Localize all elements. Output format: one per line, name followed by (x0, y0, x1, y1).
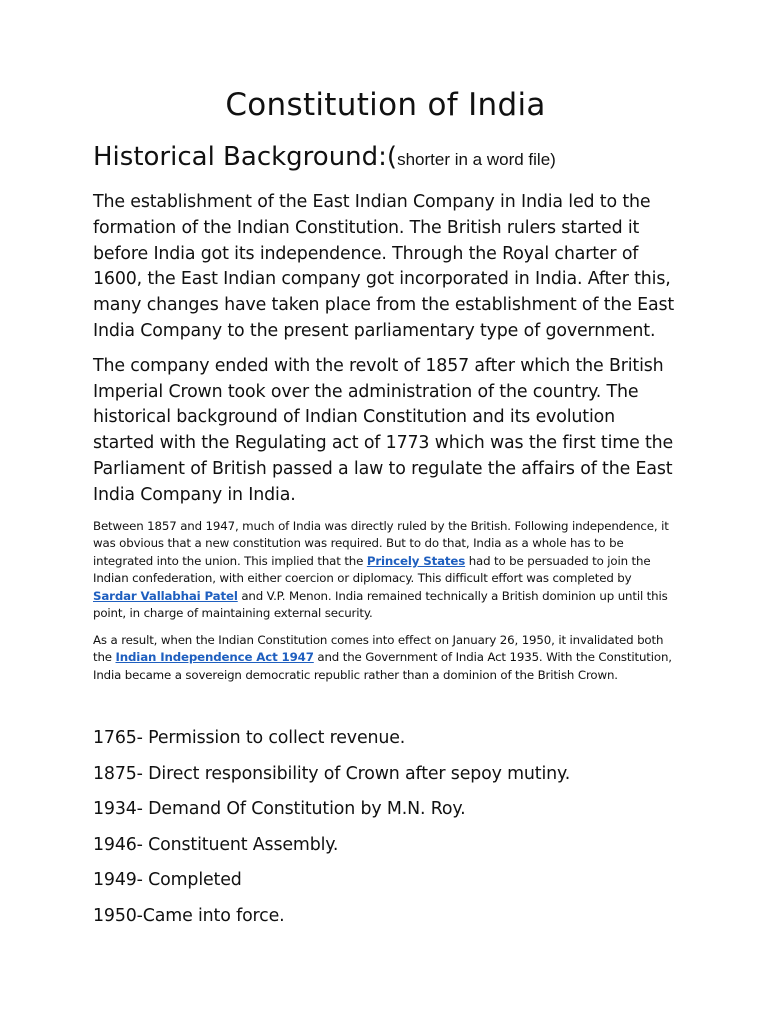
timeline-item: 1875- Direct responsibility of Crown after sepoy mutiny. (93, 763, 571, 784)
section-heading (93, 140, 678, 178)
paragraph-establishment: The establishment of the East Indian Company in India led to the formation of the Indian Constitution. The British rulers started it before India got its independence. Through the Royal charter of 1600, the East Indian company got incorporated in India. After this, many changes have taken place from the establishment of the East India Company to the present parliamentary type of government. (93, 192, 675, 341)
sardar-patel-link[interactable]: Sardar Vallabhai Patel (93, 588, 238, 603)
independence-act-link[interactable]: Indian Independence Act 1947 (115, 650, 314, 665)
section-heading-main: Historical Background:( (93, 142, 398, 172)
document-page (93, 84, 678, 939)
section-heading-note: shorter in a word file) (397, 150, 556, 169)
timeline-list (93, 726, 678, 928)
paragraph-text: had to be persuaded to join the Indian confederation, with either coercion or diplomacy. This difficult effort was completed by (93, 553, 651, 586)
paragraph-text: and V.P. Menon. India remained technically a British dominion up until this point, in charge of maintaining external security. (93, 588, 668, 621)
timeline-item: 1946- Constituent Assembly. (93, 834, 339, 855)
document-title: Constitution of India (225, 87, 546, 123)
paragraph-revolt: The company ended with the revolt of 1857 after which the British Imperial Crown took over the administration of the country. The historical background of Indian Constitution and its evolution started with the Regulating act of 1773 which was the first time the Parliament of British passed a law to regulate the affairs of the East India Company in India. (93, 355, 674, 505)
timeline-item: 1950-Came into force. (93, 905, 285, 926)
timeline-item: 1765- Permission to collect revenue. (93, 728, 406, 749)
paragraph-text: As a result, when the Indian Constitution comes into effect on January 26, 1950, it invalidated both the (93, 632, 664, 665)
princely-states-link[interactable]: Princely States (366, 553, 466, 568)
paragraph-text: Between 1857 and 1947, much of India was directly ruled by the British. Following independence, it was obvious that a new constitution was required. But to do that, India as a whole has to be integrated into the union. This implied that the (93, 518, 669, 568)
paragraph-british-rule (93, 518, 678, 623)
timeline-item: 1949- Completed (93, 870, 242, 891)
timeline-item: 1934- Demand Of Constitution by M.N. Roy. (93, 799, 466, 820)
paragraph-text: and the Government of India Act 1935. With the Constitution, India became a sovereign democratic republic rather than a dominion of the British Crown. (93, 650, 672, 682)
paragraph-constitution-effect (93, 632, 678, 685)
